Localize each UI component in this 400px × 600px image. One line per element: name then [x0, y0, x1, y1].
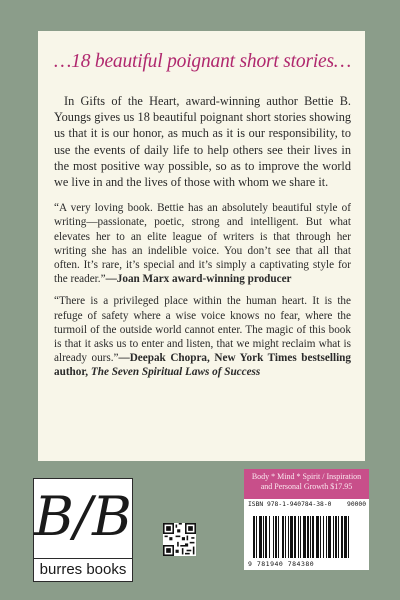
barcode-bar: [290, 516, 293, 558]
barcode-bar: [278, 516, 279, 558]
isbn-text: ISBN 978-1-940784-38-0: [248, 501, 332, 508]
back-cover-panel: [38, 31, 365, 461]
barcode-bar: [285, 516, 286, 558]
barcode-bar: [273, 516, 274, 558]
barcode-bar: [298, 516, 299, 558]
barcode-bar: [300, 516, 301, 558]
barcode-bar: [312, 516, 314, 558]
book-description: In Gifts of the Heart, award-winning author Bettie B. Youngs gives us 18 beautiful poignant short stories showing us that it is our honor, as much as it is our responsibility, to use the events of daily life to help others see their lives in the most positive way possible, so as to improve the world we live in and the lives of those with whom we share it.: [54, 94, 351, 190]
barcode-bar: [344, 516, 347, 558]
category-price-band: Body * Mind * Spirit / Inspiration and Personal Growth $17.95: [244, 469, 369, 499]
isbn-barcode-block: [244, 469, 369, 570]
barcode-bar: [335, 516, 337, 558]
barcode-bar: [307, 516, 309, 558]
isbn-line: [244, 499, 369, 508]
barcode-bar: [348, 516, 349, 558]
quote-2: [54, 294, 351, 379]
barcode-number: 9 781940 784380: [248, 560, 315, 568]
quote-1: [54, 201, 351, 286]
quote-2-book-title: The Seven Spiritual Laws of Success: [90, 366, 261, 379]
barcode-bar: [269, 516, 270, 558]
publisher-mark: B/B: [34, 485, 132, 548]
barcode-bar: [253, 516, 255, 558]
quote-2-attribution: —Deepak Chopra, New York Times bestselling author,: [54, 352, 351, 379]
barcode-bar: [323, 516, 324, 558]
qr-code-icon: [163, 523, 196, 556]
barcode-bar: [282, 516, 284, 558]
publisher-logo: [33, 478, 133, 582]
tagline: …18 beautiful poignant short stories…: [54, 51, 352, 72]
quote-1-attribution: —Joan Marx award-winning producer: [105, 273, 292, 286]
barcode-bar: [310, 516, 311, 558]
price-code: 90000: [347, 501, 366, 508]
barcode-bar: [294, 516, 296, 558]
barcode-bar: [259, 516, 262, 558]
quote-2-text: “There is a privileged place within the human heart. It is the refuge of safety where a wise voice knows no fear, where the turmoil of the outside world cannot enter. The magic of this book is that it asks us to enter and listen, that we might reclaim what is already ours.”: [54, 295, 351, 365]
barcode-bar: [320, 516, 321, 558]
barcode-bar: [316, 516, 319, 558]
barcode-icon: [249, 516, 365, 560]
barcode-bar: [338, 516, 339, 558]
barcode-bar: [288, 516, 289, 558]
barcode-bar: [265, 516, 267, 558]
barcode-bar: [326, 516, 327, 558]
publisher-name: burres books: [34, 558, 132, 578]
quote-1-text: “A very loving book. Bettie has an absolutely beautiful style of writing—passionate, poetic, strong and intelligent. But what elevates her to an elite league of writers is that through her writing she has an indelible voice. You don’t see that all that often. It’s rare, it’s special and it’s simply a captivating style for the reader.”: [54, 202, 351, 286]
barcode-bar: [256, 516, 257, 558]
barcode-bar: [263, 516, 264, 558]
barcode-bar: [341, 516, 343, 558]
barcode-bar: [333, 516, 334, 558]
barcode-bar: [303, 516, 306, 558]
barcode-bar: [328, 516, 331, 558]
barcode-bar: [275, 516, 277, 558]
